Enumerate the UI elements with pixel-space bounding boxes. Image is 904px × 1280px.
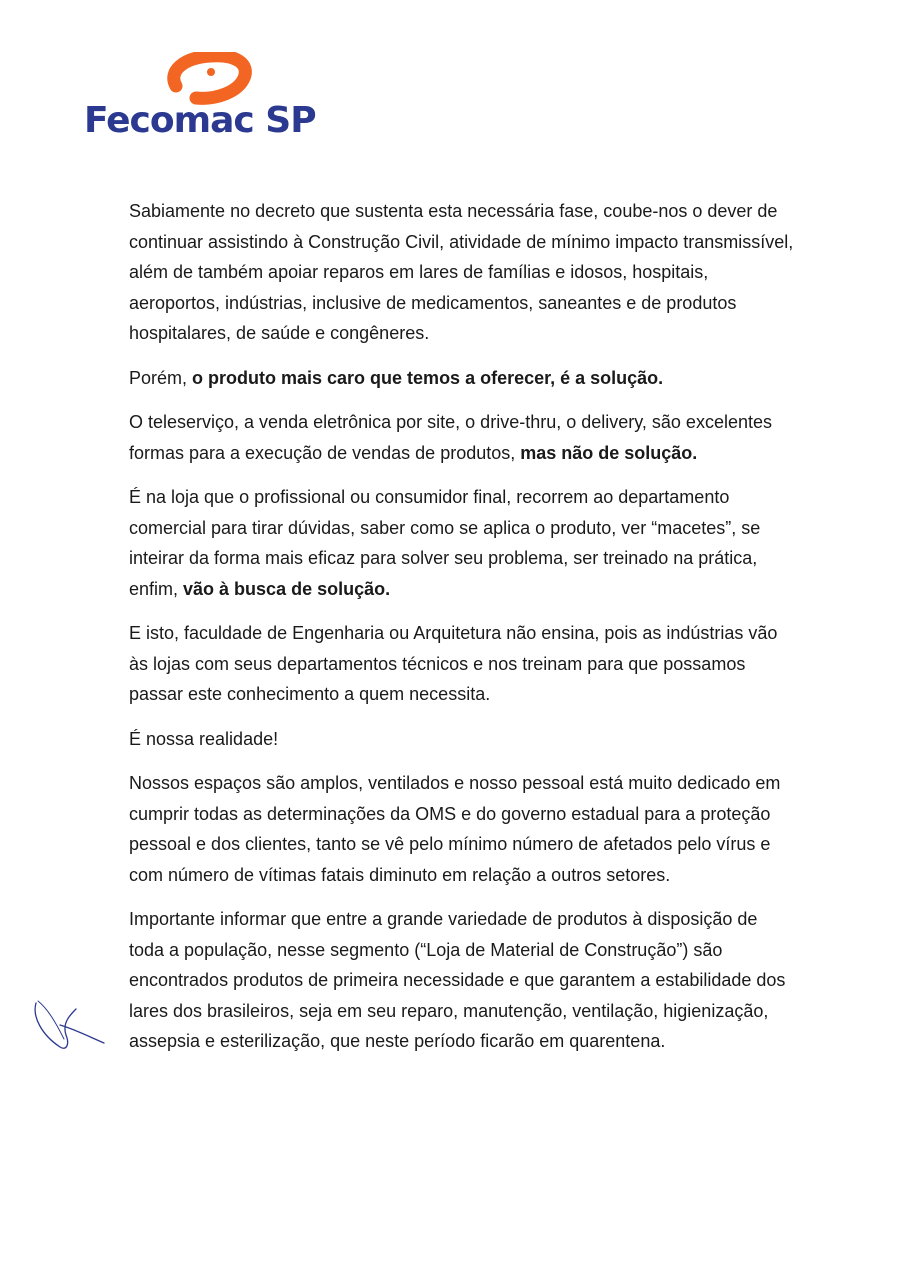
paragraph-4 [129,482,794,604]
logo-wordmark: Fecomac SP [84,100,316,141]
paragraph-2-emphasis: o produto mais caro que temos a oferecer, é a solução. [192,367,664,388]
signature-icon [30,995,110,1055]
paragraph-5: E isto, faculdade de Engenharia ou Arquitetura não ensina, pois as indústrias vão às lojas com seus departamentos técnicos e nos treinam para que possamos passar este conhecimento a quem necessita. [129,623,778,704]
paragraph-7: Nossos espaços são amplos, ventilados e nosso pessoal está muito dedicado em cumprir todas as determinações da OMS e do governo estadual para a proteção pessoal e dos clientes, tanto se vê pelo mínimo número de afetados pelo vírus e com número de vítimas fatais diminuto em relação a outros setores. [129,773,781,885]
paragraph-4-text: É na loja que o profissional ou consumidor final, recorrem ao departamento comercial para tirar dúvidas, saber como se aplica o produto, ver “macetes”, se inteirar da forma mais eficaz para solver seu problema, ser treinado na prática, enfim, [129,487,761,599]
paragraph-3-emphasis: mas não de solução. [520,442,698,463]
fecomac-logo [84,52,334,152]
paragraph-1: Sabiamente no decreto que sustenta esta necessária fase, coube-nos o dever de continuar assistindo à Construção Civil, atividade de mínimo impacto transmissível, além de também apoiar reparos em lares de famílias e idosos, hospitais, aeroportos, indústrias, inclusive de medicamentos, saneantes e de produtos hospitalares, de saúde e congêneres. [129,201,794,343]
paragraph-3 [129,407,794,468]
paragraph-3-text: O teleserviço, a venda eletrônica por site, o drive-thru, o delivery, são excelentes formas para a execução de vendas de produtos, [129,412,772,463]
paragraph-6: É nossa realidade! [129,728,279,749]
paragraph-2 [129,363,794,394]
paragraph-4-emphasis: vão à busca de solução. [183,578,391,599]
paragraph-8: Importante informar que entre a grande variedade de produtos à disposição de toda a população, nesse segmento (“Loja de Material de Construção”) são encontrados produtos de primeira necessidade e que garantem a estabilidade dos lares dos brasileiros, seja em seu reparo, manutenção, ventilação, higienização, assepsia e esterilização, que neste período ficarão em quarentena. [129,909,786,1051]
letter-body [129,196,794,1071]
paragraph-2-text: Porém, [129,367,193,388]
